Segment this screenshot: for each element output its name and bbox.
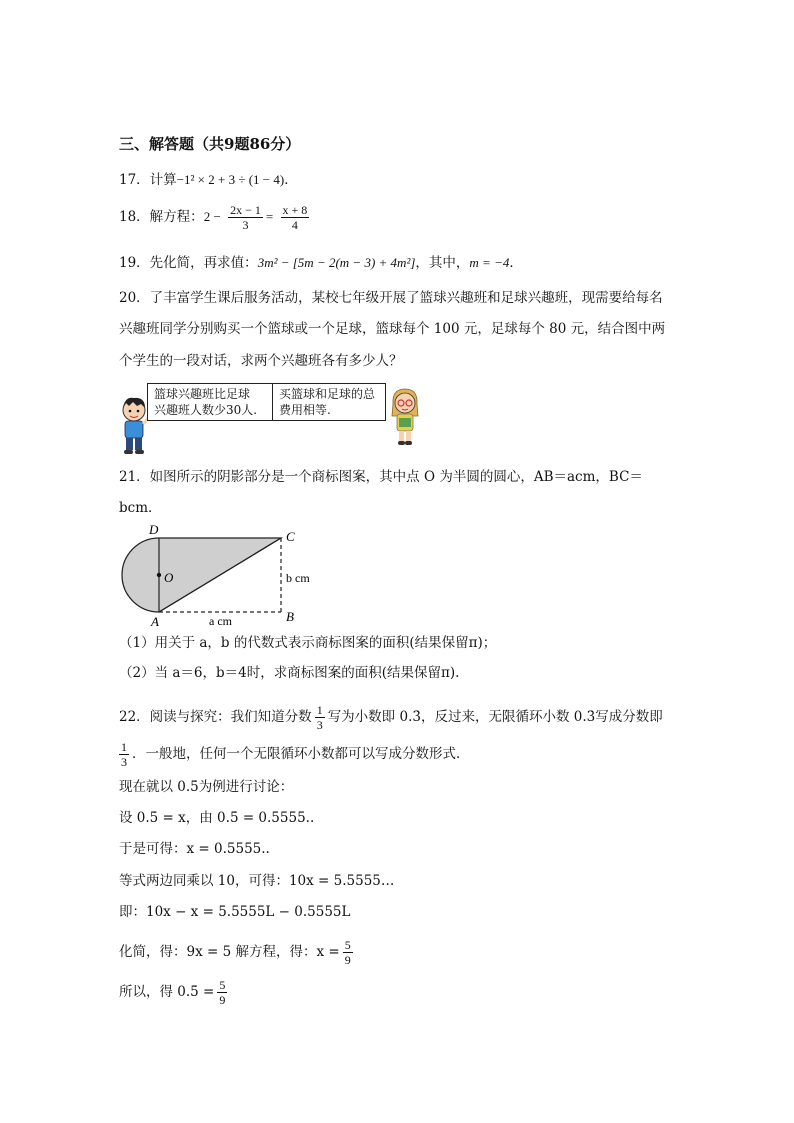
q21-line-1: 21．如图所示的阴影部分是一个商标图案，其中点 O 为半圆的圆心，AB＝acm，BC＝ xyxy=(119,469,643,485)
q17-prefix: 17．计算 xyxy=(119,172,177,188)
q19-suffix: ． xyxy=(509,255,523,271)
shaded-region xyxy=(122,538,281,612)
girl-illustration xyxy=(388,388,422,446)
q22-line-6: 等式两边同乘以 10，可得：10x = 5.5555… xyxy=(119,873,395,889)
q22-line9-text: 所以，得 0.5̇ = xyxy=(119,984,215,1000)
speech-bubble-left: 篮球兴趣班比足球 兴趣班人数少30人. xyxy=(147,383,275,421)
q22-line2-text: ．一般地，任何一个无限循环小数都可以写成分数形式． xyxy=(132,746,470,762)
q22-frac2-numerator: 1 xyxy=(121,740,127,754)
q20-line-2: 兴趣班同学分别购买一个篮球或一个足球，篮球每个 100 元，足球每个 80 元，结合图中两 xyxy=(119,321,666,337)
q22-line-7: 即：10x − x = 5.5555L − 0.5555L xyxy=(119,904,351,920)
label-ab-length: a cm xyxy=(209,614,232,628)
q22-l9-numerator: 5 xyxy=(219,978,226,992)
label-a: A xyxy=(151,614,159,629)
label-bc-length: b cm xyxy=(286,571,310,585)
q22-fraction-five-ninths xyxy=(343,938,353,967)
speech-bubble-right: 买篮球和足球的总 费用相等. xyxy=(272,383,386,421)
q22-fraction-result xyxy=(217,978,227,1007)
center-point-o xyxy=(157,573,161,577)
q22-frac-denominator: 3 xyxy=(316,718,323,732)
q18-lead: 2 − xyxy=(203,209,221,224)
q22-l9-denominator: 9 xyxy=(219,993,226,1007)
label-c: C xyxy=(286,529,295,544)
q18-prefix: 18．解方程： xyxy=(119,209,204,225)
label-o: O xyxy=(164,570,174,585)
q21-part-1: （1）用关于 a，b 的代数式表示商标图案的面积(结果保留π)； xyxy=(119,635,497,651)
q20-line-3: 个学生的一段对话，求两个兴趣班各有多少人？ xyxy=(119,353,403,369)
q17-suffix: ． xyxy=(284,172,298,188)
q17-expression: −1² × 2 + 3 ÷ (1 − 4) xyxy=(176,172,285,187)
q19-mid: ，其中， xyxy=(415,255,470,271)
q22-line1-start: 22．阅读与探究：我们知道分数 xyxy=(119,709,312,725)
q18-fraction-left xyxy=(228,203,263,232)
q22-fraction-one-third xyxy=(315,703,325,732)
trademark-diagram xyxy=(114,522,329,632)
boy-illustration xyxy=(117,396,151,456)
q22-line8-text: 化简，得：9x = 5 解方程，得：x = xyxy=(119,944,340,960)
q18-fraction-right xyxy=(281,203,310,232)
q22-line-9 xyxy=(119,978,230,1007)
question-17 xyxy=(119,173,298,188)
q22-line-4: 设 0.5̇ = x，由 0.5̇ = 0.5555.. xyxy=(119,810,315,826)
q18-equals: = xyxy=(265,209,274,224)
q19-prefix: 19．先化简，再求值： xyxy=(119,255,258,271)
q22-line1-end: 写为小数即 0.3̇，反过来，无限循环小数 0.3̇写成分数即 xyxy=(327,709,663,725)
q22-line-2 xyxy=(119,740,470,769)
q22-fraction-one-third-2 xyxy=(119,740,129,769)
q18-frac1-denominator: 3 xyxy=(242,218,249,232)
label-d: D xyxy=(149,522,159,537)
section-title: 三、解答题（共9题86分） xyxy=(119,135,301,153)
q22-line-8 xyxy=(119,938,356,967)
q19-condition: m = −4 xyxy=(469,255,510,270)
q21-line-2: bcm． xyxy=(119,500,162,516)
q22-l8-denominator: 9 xyxy=(344,953,351,967)
q20-line-1: 20．了丰富学生课后服务活动，某校七年级开展了篮球兴趣班和足球兴趣班，现需要给每名 xyxy=(119,290,663,306)
label-b: B xyxy=(286,609,294,624)
q18-frac2-numerator: x + 8 xyxy=(282,203,308,217)
q22-frac-numerator: 1 xyxy=(316,703,323,717)
q18-frac2-denominator: 4 xyxy=(291,218,298,232)
q22-line-5: 于是可得：x = 0.5555.. xyxy=(119,841,270,857)
question-18 xyxy=(119,203,312,232)
q22-l8-numerator: 5 xyxy=(344,938,351,952)
question-19 xyxy=(119,256,523,271)
q22-line-3: 现在就以 0.5̇为例进行讨论： xyxy=(119,779,294,795)
q21-part-2: （2）当 a＝6，b＝4时，求商标图案的面积(结果保留π). xyxy=(119,665,460,681)
q22-frac2-denominator: 3 xyxy=(121,755,127,769)
q22-line-1 xyxy=(119,703,663,732)
q19-expression: 3m² − [5m − 2(m − 3) + 4m²] xyxy=(257,255,416,270)
q18-frac1-numerator: 2x − 1 xyxy=(230,203,261,217)
